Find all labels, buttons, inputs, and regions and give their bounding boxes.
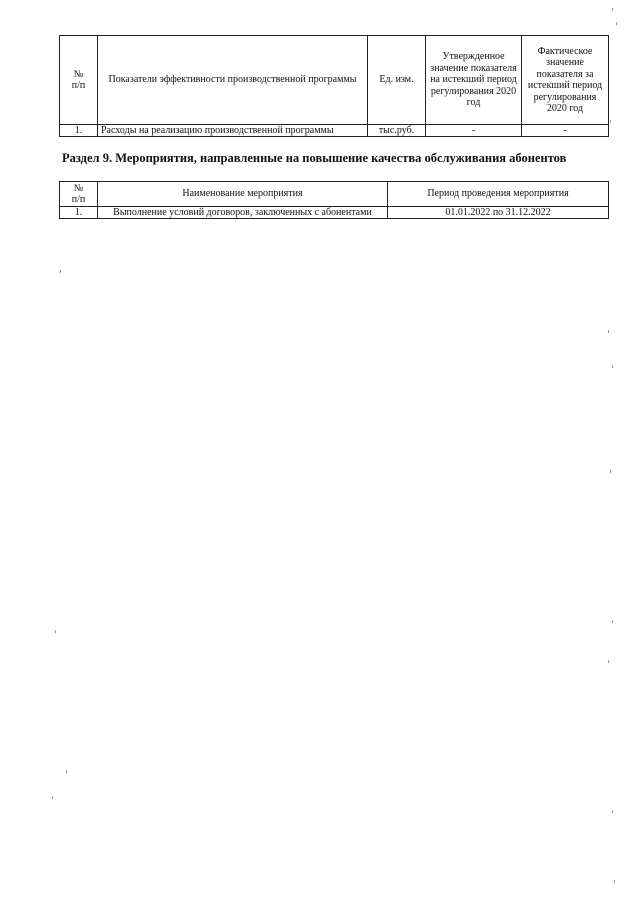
header-actual-value: Фактическое значение показателя за истекший период регулирования 2020 год	[522, 36, 609, 125]
cell-num: 1.	[60, 207, 98, 219]
table-header-row	[60, 182, 609, 207]
table-row	[60, 207, 609, 219]
table-row	[60, 125, 609, 137]
cell-num: 1.	[60, 125, 98, 137]
cell-unit: тыс.руб.	[368, 125, 426, 137]
header-num: № п/п	[60, 182, 98, 207]
cell-indicator: Расходы на реализацию производственной программы	[98, 125, 368, 137]
efficiency-indicators-table	[59, 35, 609, 137]
header-num: № п/п	[60, 36, 98, 125]
header-approved-value: Утвержденное значение показателя на истекший период регулирования 2020 год	[426, 36, 522, 125]
cell-actual-value: -	[522, 125, 609, 137]
service-measures-table	[59, 181, 609, 219]
header-indicator: Показатели эффективности производственной программы	[98, 36, 368, 125]
section-9-title: Раздел 9. Мероприятия, направленные на повышение качества обслуживания абонентов	[62, 151, 567, 165]
cell-measure-period: 01.01.2022 по 31.12.2022	[388, 207, 609, 219]
header-measure-period: Период проведения мероприятия	[388, 182, 609, 207]
header-unit: Ед. изм.	[368, 36, 426, 125]
header-measure-name: Наименование мероприятия	[98, 182, 388, 207]
cell-measure-name: Выполнение условий договоров, заключенных с абонентами	[98, 207, 388, 219]
cell-approved-value: -	[426, 125, 522, 137]
table-header-row	[60, 36, 609, 125]
